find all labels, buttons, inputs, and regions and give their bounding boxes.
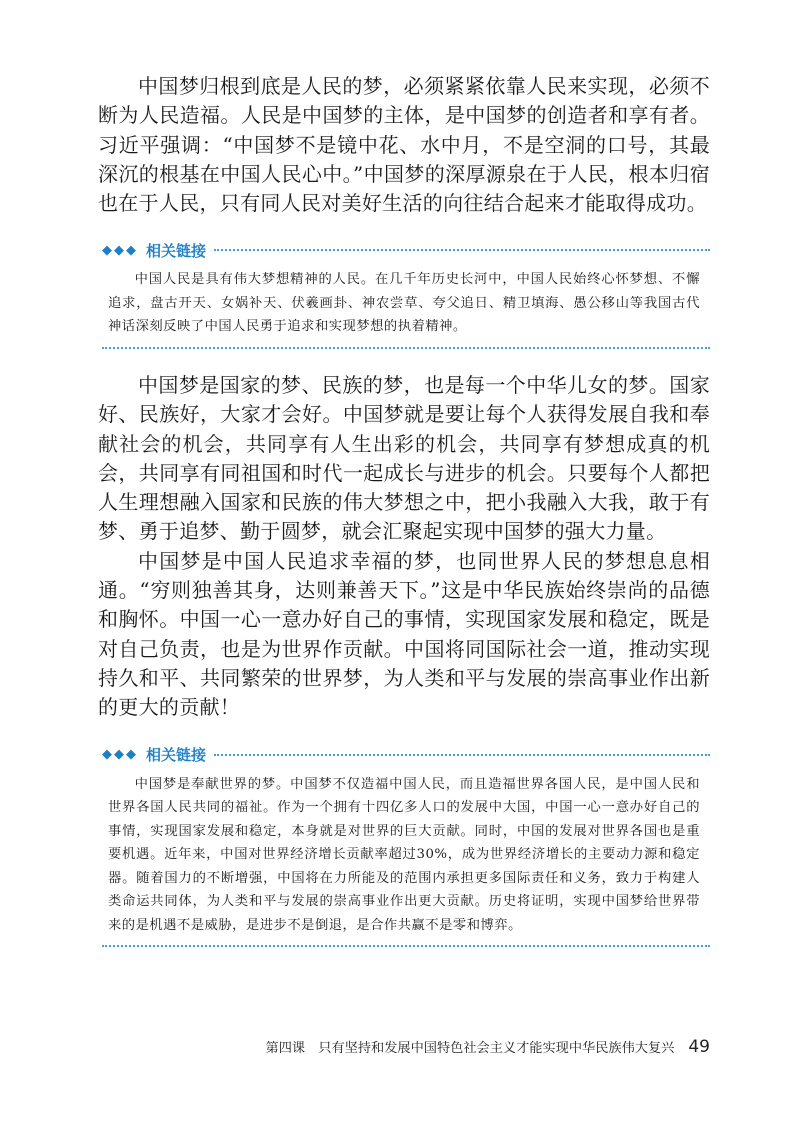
dotted-divider <box>214 754 710 756</box>
related-link-title: 相关链接 <box>146 241 207 260</box>
main-content <box>98 72 710 947</box>
related-link-text: 中国人民是具有伟大梦想精神的人民。在几千年历史长河中，中国人民始终心怀梦想、不懈追求，盘古开天、女娲补天、伏羲画卦、神农尝草、夸父追日、精卫填海、愚公移山等我国古代神话深刻反映了中国人民勇于追求和实现梦想的执着精神。 <box>108 272 700 335</box>
dotted-divider-bottom <box>102 347 710 349</box>
related-link-header <box>98 236 710 264</box>
dotted-divider <box>214 249 710 251</box>
paragraph-world-dream: 中国梦是中国人民追求幸福的梦，也同世界人民的梦想息息相通。“穷则独善其身，达则兼善天下。”这是中华民族始终崇尚的品德和胸怀。中国一心一意办好自己的事情，实现国家发展和稳定，既是对自己负责，也是为世界作贡献。中国将同国际社会一道，推动实现持久和平、共同繁荣的世界梦，为人类和平与发展的崇高事业作出新的更大的贡献！ <box>98 548 710 720</box>
diamond-icon: ◆◆◆ <box>102 242 138 258</box>
related-link-box-2 <box>98 741 710 948</box>
related-link-box-1 <box>98 236 710 349</box>
related-link-header <box>98 741 710 769</box>
diamond-icon: ◆◆◆ <box>102 747 138 763</box>
related-link-title: 相关链接 <box>146 746 207 765</box>
chapter-title: 第四课 只有坚持和发展中国特色社会主义才能实现中华民族伟大复兴 <box>265 1041 675 1056</box>
paragraph-nation-dream: 中国梦是国家的梦、民族的梦，也是每一个中华儿女的梦。国家好、民族好，大家才会好。中国梦就是要让每个人获得发展自我和奉献社会的机会，共同享有人生出彩的机会，共同享有梦想成真的机会，共同享有同祖国和时代一起成长与进步的机会。只要每个人都把人生理想融入国家和民族的伟大梦想之中，把小我融入大我，敢于有梦、勇于追梦、勤于圆梦，就会汇聚起实现中国梦的强大力量。 <box>98 372 710 544</box>
dotted-divider-bottom <box>102 945 710 947</box>
page-footer <box>265 1037 710 1057</box>
paragraph-people-dream: 中国梦归根到底是人民的梦，必须紧紧依靠人民来实现，必须不断为人民造福。人民是中国梦的主体，是中国梦的创造者和享有者。习近平强调：“中国梦不是镜中花、水中月，不是空洞的口号，其最深沉的根基在中国人民心中。”中国梦的深厚源泉在于人民，根本归宿也在于人民，只有同人民对美好生活的向往结合起来才能取得成功。 <box>98 74 710 216</box>
page-number: 49 <box>688 1037 710 1057</box>
related-link-text: 中国梦是奉献世界的梦。中国梦不仅造福中国人民，而且造福世界各国人民，是中国人民和世界各国人民共同的福祉。作为一个拥有十四亿多人口的发展中大国，中国一心一意办好自己的事情，实现国家发展和稳定，本身就是对世界的巨大贡献。同时，中国的发展对世界各国也是重要机遇。近年来，中国对世界经济增长贡献率超过30%，成为世界经济增长的主要动力源和稳定器。随着国力的不断增强，中国将在力所能及的范围内承担更多国际责任和义务，致力于构建人类命运共同体，为人类和平与发展的崇高事业作出更大贡献。历史将证明，实现中国梦给世界带来的是机遇不是威胁，是进步不是倒退，是合作共赢不是零和博弈。 <box>108 776 700 933</box>
